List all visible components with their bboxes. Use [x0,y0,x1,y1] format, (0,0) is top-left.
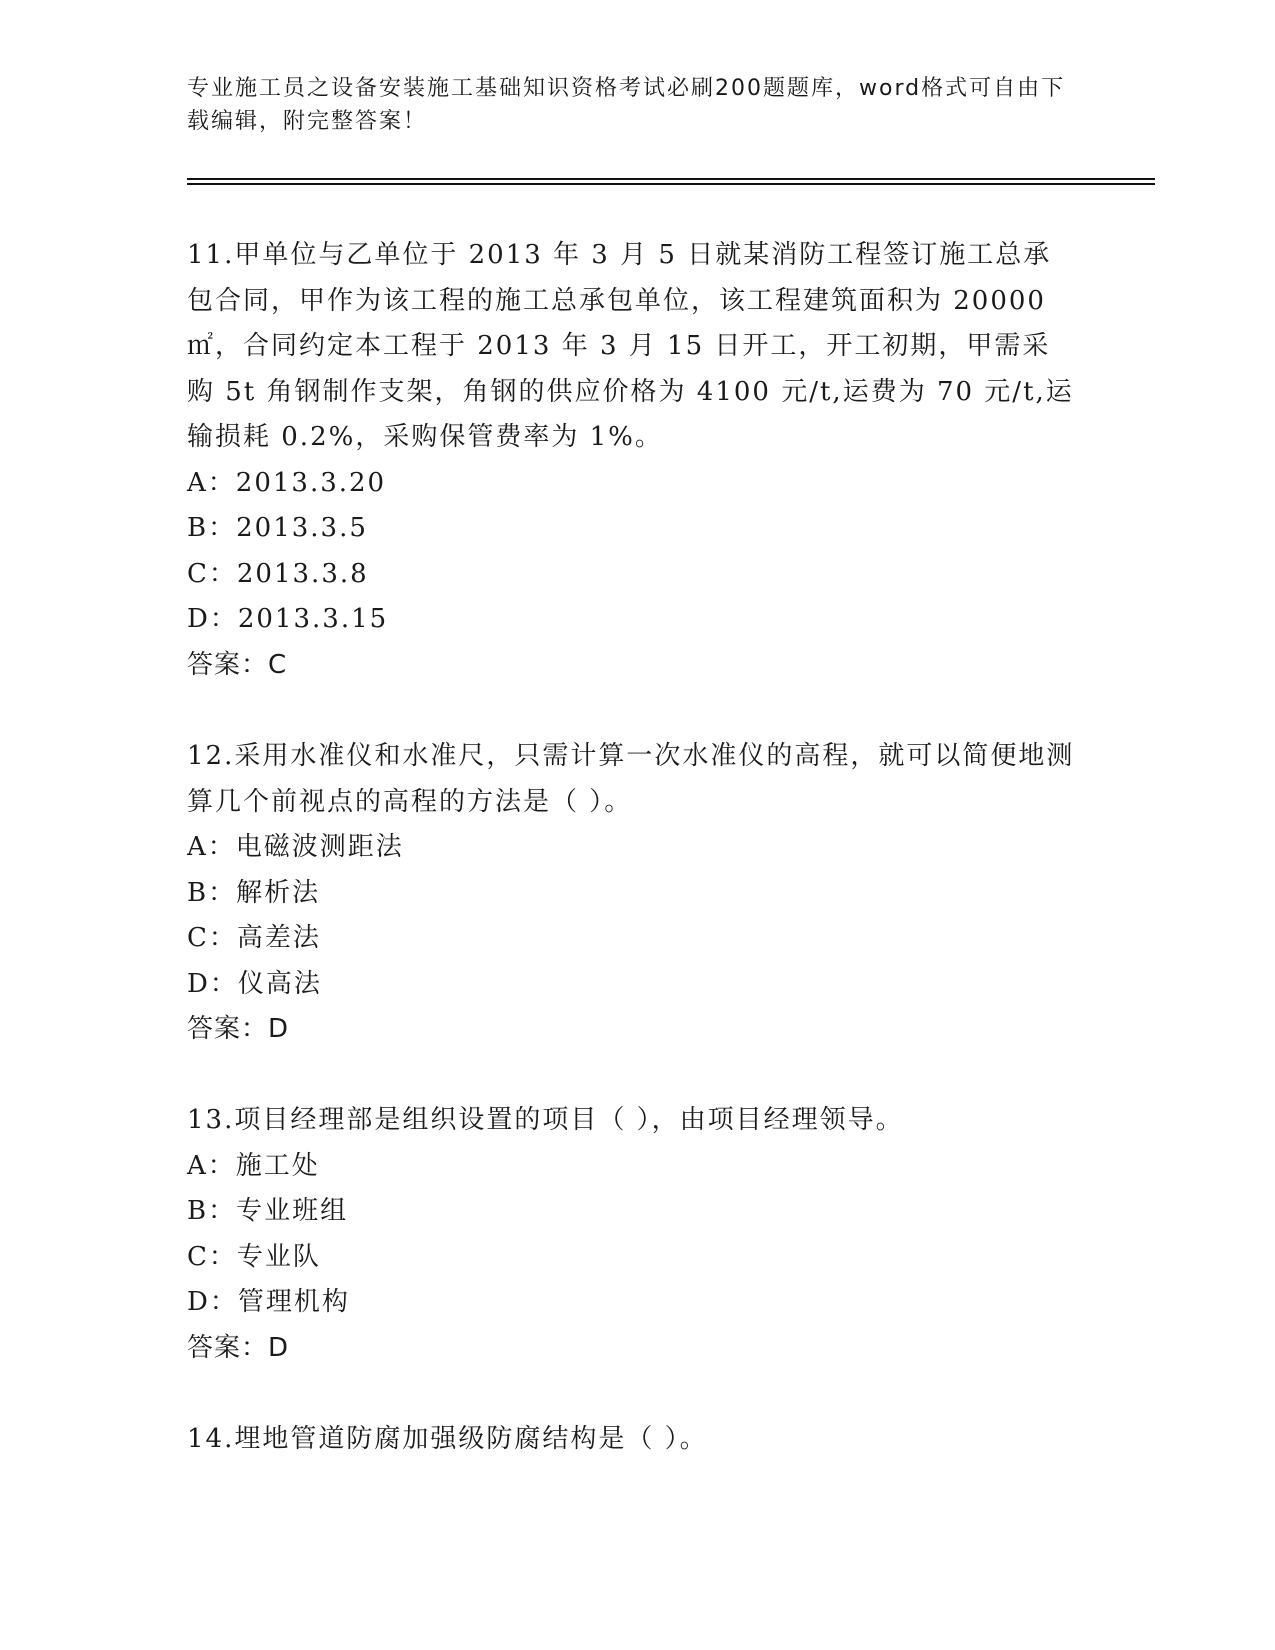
question-11 [187,233,1077,688]
document-header: 专业施工员之设备安装施工基础知识资格考试必刷200题题库，word格式可自由下载编辑，附完整答案！ [187,76,1066,134]
answer: 答案：C [187,649,288,680]
option-b: B：解析法 [187,877,321,908]
question-text: 12.采用水准仪和水准尺，只需计算一次水准仪的高程，就可以简便地测算几个前视点的高程的方法是（ ）。 [187,741,1075,817]
answer: 答案：D [187,1014,290,1044]
question-12 [187,734,1077,1053]
option-a: A：施工处 [187,1150,320,1181]
question-text: 14.埋地管道防腐加强级防腐结构是（ ）。 [187,1424,708,1454]
option-a: A：电磁波测距法 [187,832,404,862]
question-text: 13.项目经理部是组织设置的项目（ ），由项目经理领导。 [187,1105,904,1135]
header-divider-top [187,178,1155,180]
option-d: D：2013.3.15 [187,604,389,634]
question-14 [187,1417,1077,1463]
option-c: C：高差法 [187,923,321,953]
option-b: B：专业班组 [187,1196,349,1226]
option-c: C：2013.3.8 [187,558,369,589]
question-text: 11.甲单位与乙单位于 2013 年 3 月 5 日就某消防工程签订施工总承包合同，甲作为该工程的施工总承包单位，该工程建筑面积为 20000㎡，合同约定本工程于 2013 年 3 月 15 日开工，开工初期，甲需采购 5t 角钢制作支架，角钢的供应价格为 4100 元/t,运费为 70 元/t,运输损耗 0.2%，采购保管费率为 1%。 [187,240,1074,452]
question-13 [187,1098,1077,1371]
option-a: A：2013.3.20 [187,467,387,498]
option-c: C：专业队 [187,1241,321,1272]
option-b: B：2013.3.5 [187,513,368,543]
answer: 答案：D [187,1332,290,1363]
option-d: D：管理机构 [187,1287,350,1317]
option-d: D：仪高法 [187,968,322,999]
header-divider-bottom [187,183,1155,185]
